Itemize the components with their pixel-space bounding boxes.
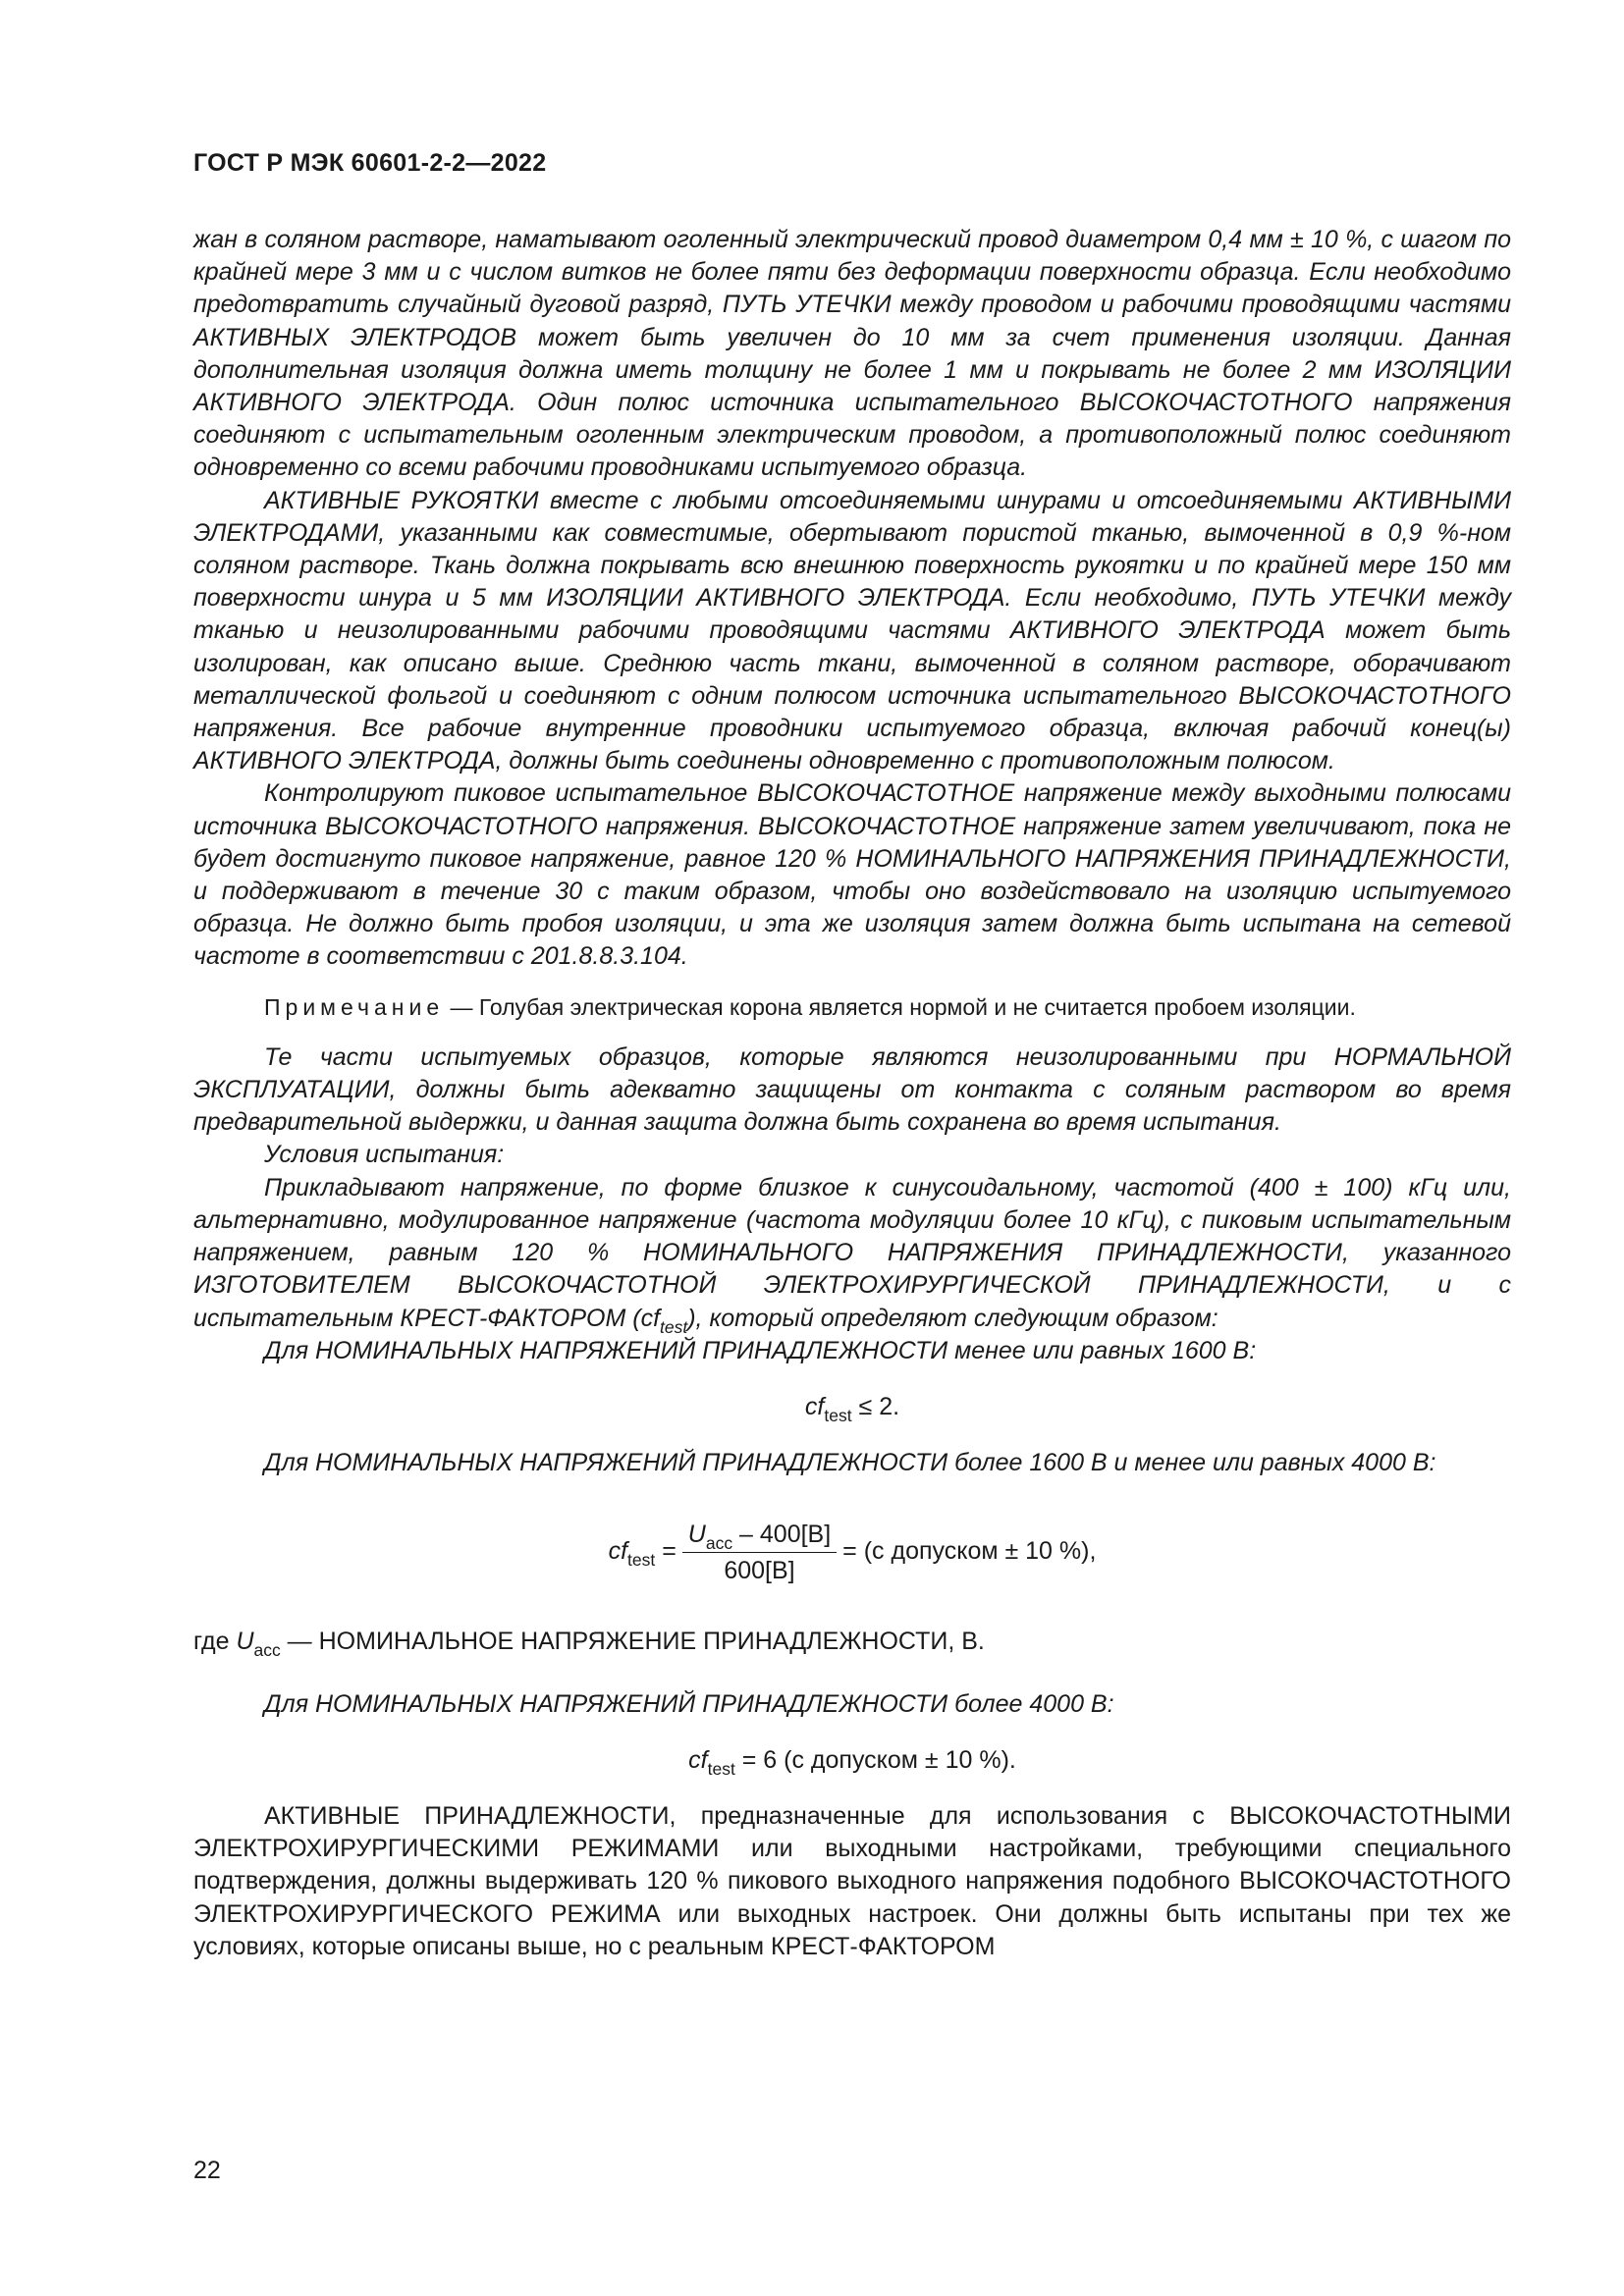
fraction [682,1519,837,1586]
formula-cf-fraction: $cf_{test}$ = $\frac{U_{acc} - 400[В]}{600[В]}$ = (с допуском ± 10 %), [608,1521,1097,1585]
document-body [193,224,1511,1963]
paragraph-condition-4000: Для НОМИНАЛЬНЫХ НАПРЯЖЕНИЙ ПРИНАДЛЕЖНОСТИ более 4000 В: [264,1689,1114,1718]
paragraph-exposed-parts: Те части испытуемых образцов, которые являются неизолированными при НОРМАЛЬНОЙ ЭКСПЛУАТАЦИИ, должны быть адекватно защищены от контакта с соляным раствором во время предварительной выдержки, и данная защита должна быть сохранена во время испытания. [193,1042,1511,1137]
paragraph-active-handles: АКТИВНЫЕ РУКОЯТКИ вместе с любыми отсоединяемыми шнурами и отсоединяемыми АКТИВНЫМИ ЭЛЕКТРОДАМИ, указанными как совместимые, обертывают пористой тканью, вымоченной в 0,9 %-ном соляном растворе. Ткань должна покрывать всю внешнюю поверхность рукоятки и по крайней мере 150 мм поверхности шнура и 5 мм ИЗОЛЯЦИИ АКТИВНОГО ЭЛЕКТРОДА. Если необходимо, ПУТЬ УТЕЧКИ между тканью и неизолированными рабочими проводящими частями АКТИВНОГО ЭЛЕКТРОДА может быть изолирован, как описано выше. Среднюю часть ткани, вымоченной в соляном растворе, оборачивают металлической фольгой и соединяют с одним полюсом источника испытательного ВЫСОКОЧАСТОТНОГО напряжения. Все рабочие внутренние проводники испытуемого образца, включая рабочий конец(ы) АКТИВНОГО ЭЛЕКТРОДА, должны быть соединены одновременно с противоположным полюсом. [193,486,1511,775]
paragraph-wire-test: жан в соляном растворе, наматывают оголенный электрический провод диаметром 0,4 мм ± 10 %, с шагом по крайней мере 3 мм и с числом витков не более пяти без деформации поверхности образца. Если необходимо предотвратить случайный дуговой разряд, ПУТЬ УТЕЧКИ между проводом и рабочими проводящими частями АКТИВНЫХ ЭЛЕКТРОДОВ может быть увеличен до 10 мм за счет применения изоляции. Данная дополнительная изоляция должна иметь толщину не более 1 мм и покрывать не более 2 мм ИЗОЛЯЦИИ АКТИВНОГО ЭЛЕКТРОДА. Один полюс источника испытательного ВЫСОКОЧАСТОТНОГО напряжения соединяют с испытательным оголенным электрическим проводом, а противоположный полюс соединяют одновременно со всеми рабочими проводниками испытуемого образца. [193,226,1511,482]
paragraph-voltage-control: Контролируют пиковое испытательное ВЫСОКОЧАСТОТНОЕ напряжение между выходными полюсами источника ВЫСОКОЧАСТОТНОГО напряжения. ВЫСОКОЧАСТОТНОЕ напряжение затем увеличивают, пока не будет достигнуто пиковое напряжение, равное 120 % НОМИНАЛЬНОГО НАПРЯЖЕНИЯ ПРИНАДЛЕЖНОСТИ, и поддерживают в течение 30 с таким образом, чтобы оно воздействовало на изоляцию испытуемого образца. Не должно быть пробоя изоляции, и эта же изоляция затем должна быть испытана на сетевой частоте в соответствии с 201.8.8.3.104. [193,779,1511,971]
note [193,991,1511,1024]
paragraph-condition-1600: Для НОМИНАЛЬНЫХ НАПРЯЖЕНИЙ ПРИНАДЛЕЖНОСТИ менее или равных 1600 В: [264,1336,1257,1364]
note-label: Примечание [264,993,445,1020]
paragraph-active-accessories: АКТИВНЫЕ ПРИНАДЛЕЖНОСТИ, предназначенные для использования с ВЫСОКОЧАСТОТНЫМИ ЭЛЕКТРОХИРУРГИЧЕСКИМИ РЕЖИМАМИ или выходными настройками, требующими специального подтверждения, должны выдерживать 120 % пикового выходного напряжения подобного ВЫСОКОЧАСТОТНОГО ЭЛЕКТРОХИРУРГИЧЕСКОГО РЕЖИМА или выходных настроек. Они должны быть испытаны при тех же условиях, которые описаны выше, но с реальным КРЕСТ-ФАКТОРОМ [193,1801,1511,1960]
note-text: — Голубая электрическая корона является нормой и не считается пробоем изоляции. [444,993,1356,1020]
paragraph-condition-1600-4000: Для НОМИНАЛЬНЫХ НАПРЯЖЕНИЙ ПРИНАДЛЕЖНОСТИ более 1600 В и менее или равных 4000 В: [264,1449,1436,1477]
paragraph-apply-voltage [193,1172,1511,1335]
fraction-numerator: $U_{acc} - 400[В]$ [682,1519,837,1553]
crest-factor-symbol: $cf_{test}$ [640,1304,688,1337]
paragraph-test-conditions-heading: Условия испытания: [264,1141,505,1169]
apply-voltage-text-end: ), который определяют следующим образом: [687,1304,1218,1332]
formula-cf-le-2: $cf_{test} \le 2$. [804,1392,900,1425]
formula-cf-eq-6: $cf_{test} = 6$ (с допуском ± 10 %). [688,1745,1016,1779]
document-header: ГОСТ Р МЭК 60601-2-2—2022 [193,149,547,177]
page-number: 22 [193,2157,221,2184]
fraction-denominator: 600[В] [724,1557,795,1585]
apply-voltage-text: Прикладывают напряжение, по форме близкое к синусоидальному, частотой (400 ± 100) кГц или, альтернативно, модулированное напряжение (частота модуляции более 10 кГц), с пиковым испытательным напряжением, равным 120 % НОМИНАЛЬНОГО НАПРЯЖЕНИЯ ПРИНАДЛЕЖНОСТИ, указанного ИЗГОТОВИТЕЛЕМ ВЫСОКОЧАСТОТНОЙ ЭЛЕКТРОХИРУРГИЧЕСКОЙ ПРИНАДЛЕЖНОСТИ, и с испытательным КРЕСТ-ФАКТОРОМ ( [193,1173,1511,1332]
formula-where-clause: где $U_{acc}$ — НОМИНАЛЬНОЕ НАПРЯЖЕНИЕ ПРИНАДЛЕЖНОСТИ, В. [193,1628,985,1661]
